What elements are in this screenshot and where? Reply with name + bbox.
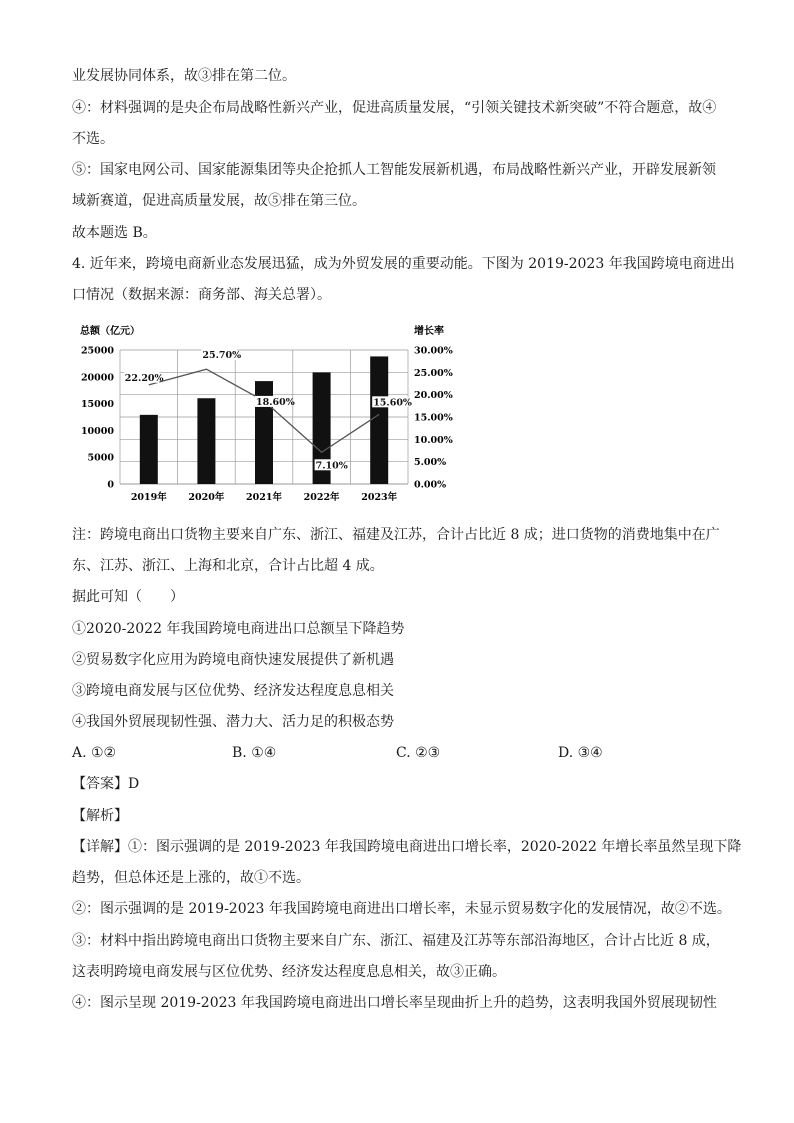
statement-2: ②贸易数字化应用为跨境电商快速发展提供了新机遇 — [72, 652, 394, 668]
bar-series — [140, 356, 388, 484]
right-tick-label: 0.00% — [414, 479, 447, 491]
option-c: C. ②③ — [396, 745, 441, 761]
note-line-2: 东、江苏、浙江、上海和北京，合计占比超 4 成。 — [72, 558, 384, 574]
statement-4: ④我国外贸展现韧性强、潜力大、活力足的积极态势 — [72, 714, 394, 730]
category-label: 2022年 — [303, 492, 340, 503]
line-6: 故本题选 B。 — [72, 225, 157, 241]
answer: 【答案】D — [72, 776, 140, 792]
option-d: D. ③④ — [558, 745, 603, 761]
trade-chart — [78, 318, 468, 510]
statement-1: ①2020-2022 年我国跨境电商进出口总额呈下降趋势 — [72, 621, 405, 637]
detail-line-3: ②：图示强调的是 2019-2023 年我国跨境电商进出口增长率，未显示贸易数字化的发展情况，故②不选。 — [72, 901, 731, 917]
line-3: 不选。 — [72, 131, 114, 147]
question-4-line-2: 口情况（数据来源：商务部、海关总署）。 — [72, 287, 331, 303]
data-label: 22.20% — [124, 372, 164, 384]
line-2: ④：材料强调的是央企布局战略性新兴产业，促进高质量发展，“引领关键技术新突破”不符合题意，故④ — [72, 100, 717, 116]
question-stem: 据此可知（ ） — [72, 589, 184, 605]
detail-line-2: 趋势，但总体还是上涨的，故①不选。 — [72, 870, 310, 886]
line-1: 业发展协同体系，故③排在第二位。 — [72, 68, 296, 84]
y-right-label: 增长率 — [414, 326, 444, 337]
line-4: ⑤：国家电网公司、国家能源集团等央企抢抓人工智能发展新机遇，布局战略性新兴产业，开辟发展新领 — [72, 162, 716, 178]
left-tick-label: 20000 — [80, 372, 114, 384]
category-label: 2019年 — [130, 492, 167, 503]
right-tick-label: 25.00% — [414, 367, 453, 379]
right-tick-label: 10.00% — [414, 434, 453, 446]
left-tick-label: 5000 — [87, 452, 114, 464]
option-b: B. ①④ — [232, 745, 277, 761]
bar-2023年 — [370, 356, 388, 484]
bar-2019年 — [140, 415, 158, 484]
y-left-label: 总额（亿元） — [80, 326, 140, 337]
left-tick-label: 0 — [107, 479, 114, 491]
left-tick-label: 15000 — [80, 399, 114, 411]
category-label: 2021年 — [246, 492, 282, 503]
right-tick-label: 30.00% — [414, 345, 453, 357]
note-line-1: 注：跨境电商出口货物主要来自广东、浙江、福建及江苏，合计占比近 8 成；进口货物的消费地集中在广 — [72, 527, 720, 543]
line-5: 域新赛道，促进高质量发展，故⑤排在第三位。 — [72, 193, 366, 209]
right-tick-label: 15.00% — [414, 412, 453, 424]
detail-line-6: ④：图示呈现 2019-2023 年我国跨境电商进出口增长率呈现曲折上升的趋势，这表明我国外贸展现韧性 — [72, 995, 717, 1011]
option-a: A. ①② — [72, 745, 117, 761]
analysis-heading: 【解析】 — [72, 808, 128, 824]
category-label: 2020年 — [188, 492, 225, 503]
left-tick-label: 25000 — [80, 345, 114, 357]
right-tick-label: 5.00% — [414, 457, 447, 469]
statement-3: ③跨境电商发展与区位优势、经济发达程度息息相关 — [72, 683, 394, 699]
detail-line-4: ③：材料中指出跨境电商出口货物主要来自广东、浙江、福建及江苏等东部沿海地区，合计占比近 8 成， — [72, 933, 720, 949]
right-tick-label: 20.00% — [414, 390, 453, 402]
data-label: 7.10% — [315, 460, 348, 472]
detail-line-5: 这表明跨境电商发展与区位优势、经济发达程度息息相关，故③正确。 — [72, 964, 506, 980]
category-label: 2023年 — [361, 492, 398, 503]
detail-line-1: 【详解】①：图示强调的是 2019-2023 年我国跨境电商进出口增长率，2020-2022 年增长率虽然呈现下降 — [72, 839, 742, 855]
data-label: 25.70% — [202, 350, 242, 362]
bar-2020年 — [197, 398, 215, 484]
data-label: 15.60% — [373, 397, 412, 409]
question-4-line-1: 4. 近年来，跨境电商新业态发展迅猛，成为外贸发展的重要动能。下图为 2019-2023 年我国跨境电商进出 — [72, 256, 735, 272]
left-tick-label: 10000 — [80, 425, 114, 437]
data-label: 18.60% — [256, 396, 295, 408]
